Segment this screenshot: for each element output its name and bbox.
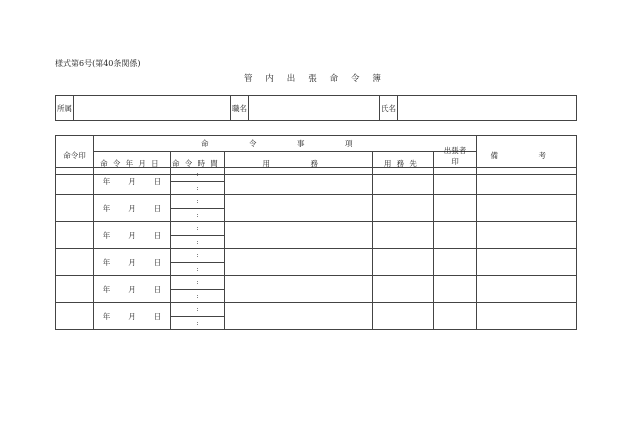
order-matters-header: 命 令 事 項 xyxy=(94,136,477,152)
order-time-header: 命令時間 xyxy=(171,152,225,175)
order-time-start[interactable] xyxy=(171,303,225,317)
date-day: 日 xyxy=(153,230,162,240)
table-row xyxy=(56,195,577,209)
stamp-cell[interactable] xyxy=(56,168,94,195)
order-date-cell[interactable] xyxy=(94,222,171,249)
time-colon: : xyxy=(196,183,199,192)
date-year: 年 xyxy=(102,311,111,321)
traveler-stamp-cell[interactable] xyxy=(434,303,477,330)
remarks-cell[interactable] xyxy=(477,276,577,303)
date-year: 年 xyxy=(102,257,111,267)
date-year: 年 xyxy=(102,284,111,294)
remarks-cell[interactable] xyxy=(477,195,577,222)
order-date-cell[interactable] xyxy=(94,168,171,195)
table-row xyxy=(56,168,577,182)
traveler-stamp-header: 印 xyxy=(451,157,459,166)
order-time-end[interactable] xyxy=(171,316,225,330)
affiliation-field[interactable] xyxy=(74,96,231,121)
table-row xyxy=(56,276,577,290)
order-time-end[interactable] xyxy=(171,208,225,222)
date-month: 月 xyxy=(128,311,136,321)
traveler-header-cell xyxy=(434,145,477,168)
date-month: 月 xyxy=(128,230,136,240)
order-date-cell[interactable] xyxy=(94,303,171,330)
header-fields-table xyxy=(55,95,577,121)
task-cell[interactable] xyxy=(225,168,373,195)
destination-cell[interactable] xyxy=(373,195,434,222)
time-colon: : xyxy=(196,291,199,300)
remarks-cell[interactable] xyxy=(477,303,577,330)
table-row xyxy=(56,249,577,263)
order-time-end[interactable] xyxy=(171,262,225,276)
order-time-end[interactable] xyxy=(171,235,225,249)
remarks-header: 備 考 xyxy=(477,136,577,175)
remarks-cell[interactable] xyxy=(477,222,577,249)
order-date-cell[interactable] xyxy=(94,276,171,303)
task-cell[interactable] xyxy=(225,276,373,303)
date-month: 月 xyxy=(128,203,136,213)
stamp-cell[interactable] xyxy=(56,276,94,303)
date-year: 年 xyxy=(102,176,111,186)
date-day: 日 xyxy=(153,284,162,294)
time-colon: : xyxy=(196,305,199,314)
destination-cell[interactable] xyxy=(373,276,434,303)
date-day: 日 xyxy=(153,203,162,213)
date-month: 月 xyxy=(128,176,136,186)
task-cell[interactable] xyxy=(225,303,373,330)
order-time-start[interactable] xyxy=(171,222,225,236)
remarks-cell[interactable] xyxy=(477,168,577,195)
stamp-cell[interactable] xyxy=(56,222,94,249)
time-colon: : xyxy=(196,251,199,260)
time-colon: : xyxy=(196,210,199,219)
stamp-cell[interactable] xyxy=(56,303,94,330)
date-day: 日 xyxy=(153,311,162,321)
order-time-start[interactable] xyxy=(171,195,225,209)
table-row xyxy=(56,303,577,317)
order-date-header: 命令年月日 xyxy=(94,152,171,175)
date-day: 日 xyxy=(153,257,162,267)
date-month: 月 xyxy=(128,284,136,294)
time-colon: : xyxy=(196,237,199,246)
destination-cell[interactable] xyxy=(373,168,434,195)
destination-cell[interactable] xyxy=(373,222,434,249)
traveler-stamp-cell[interactable] xyxy=(434,195,477,222)
time-colon: : xyxy=(196,197,199,206)
table-row xyxy=(56,222,577,236)
order-time-start[interactable] xyxy=(171,249,225,263)
order-time-end[interactable] xyxy=(171,181,225,195)
stamp-header: 命令印 xyxy=(56,136,94,175)
destination-cell[interactable] xyxy=(373,249,434,276)
task-cell[interactable] xyxy=(225,249,373,276)
stamp-cell[interactable] xyxy=(56,195,94,222)
task-cell[interactable] xyxy=(225,195,373,222)
document-title: 管 内 出 張 命 令 簿 xyxy=(243,74,386,84)
position-field[interactable] xyxy=(249,96,380,121)
task-header: 用 務 xyxy=(225,152,373,175)
date-year: 年 xyxy=(102,230,111,240)
time-colon: : xyxy=(196,170,199,179)
stamp-cell[interactable] xyxy=(56,249,94,276)
date-year: 年 xyxy=(102,203,111,213)
form-number: 様式第6号(第40条関係) xyxy=(55,59,141,68)
name-label: 氏名 xyxy=(380,96,398,121)
affiliation-label: 所属 xyxy=(56,96,74,121)
date-month: 月 xyxy=(128,257,136,267)
time-colon: : xyxy=(196,278,199,287)
position-label: 職名 xyxy=(231,96,249,121)
name-field[interactable] xyxy=(398,96,577,121)
traveler-header: 出張者 xyxy=(443,146,467,155)
traveler-stamp-cell[interactable] xyxy=(434,168,477,195)
order-date-cell[interactable] xyxy=(94,195,171,222)
time-colon: : xyxy=(196,224,199,233)
traveler-stamp-cell[interactable] xyxy=(434,276,477,303)
destination-header: 用務先 xyxy=(373,152,434,175)
traveler-stamp-cell[interactable] xyxy=(434,249,477,276)
order-date-cell[interactable] xyxy=(94,249,171,276)
traveler-stamp-cell[interactable] xyxy=(434,222,477,249)
task-cell[interactable] xyxy=(225,222,373,249)
order-time-end[interactable] xyxy=(171,289,225,303)
time-colon: : xyxy=(196,264,199,273)
order-time-start[interactable] xyxy=(171,276,225,290)
time-colon: : xyxy=(196,318,199,327)
remarks-cell[interactable] xyxy=(477,249,577,276)
destination-cell[interactable] xyxy=(373,303,434,330)
order-rows-table xyxy=(55,167,577,330)
order-time-start[interactable] xyxy=(171,168,225,182)
date-day: 日 xyxy=(153,176,162,186)
